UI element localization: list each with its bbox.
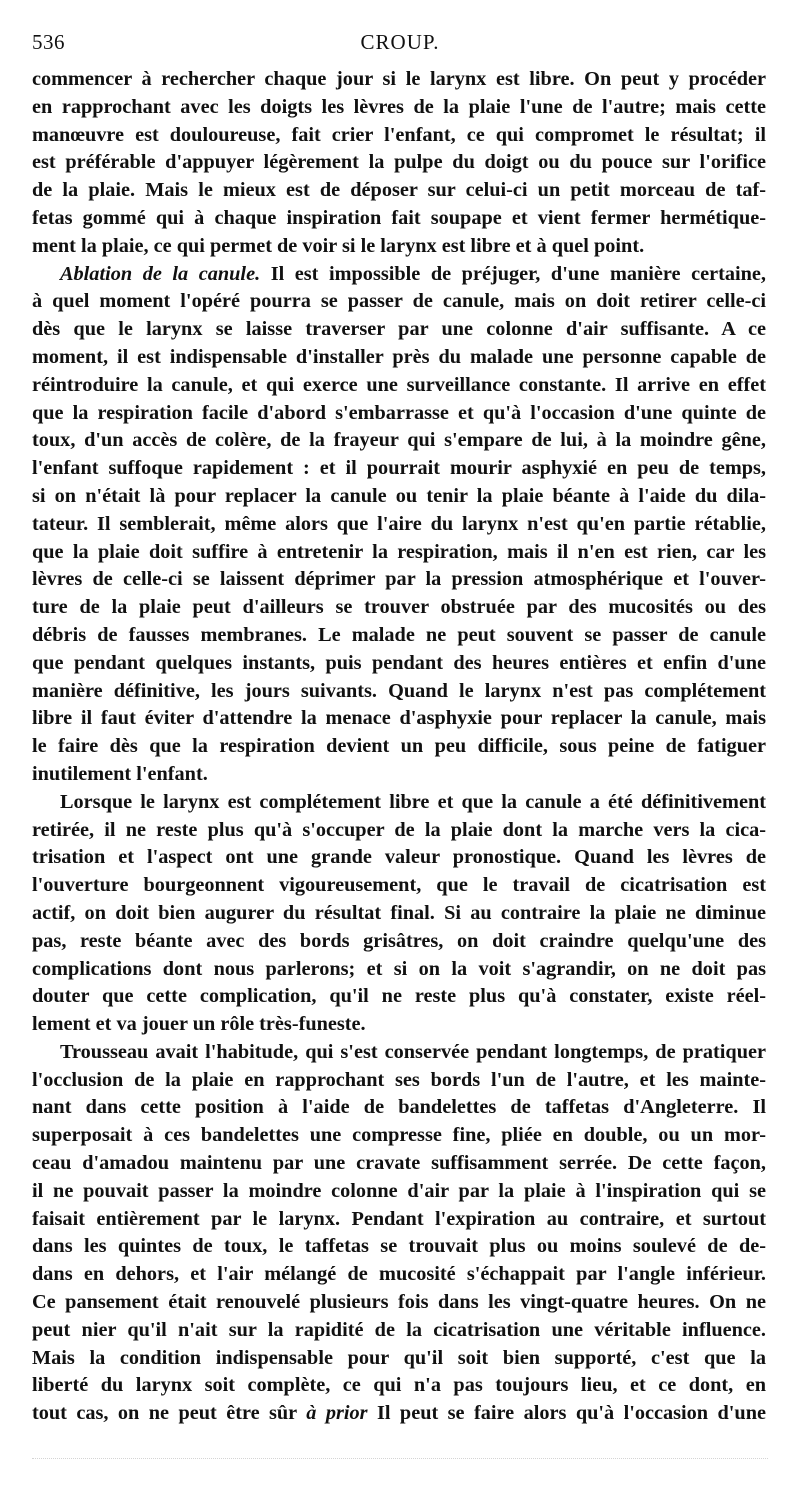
text-line: ture de la plaie peut d'ailleurs se trouver obstruée par des mucosités ou des: [32, 596, 766, 619]
text-line: lement et va jouer un rôle très-funeste.: [32, 1013, 366, 1036]
paragraph-4: [32, 1039, 766, 1428]
page-bottom-margin: [32, 1458, 768, 1467]
text-line: manœuvre est douloureuse, fait crier l'enfant, ce qui compromet le résultat; il: [32, 123, 766, 146]
text-line: de la plaie. Mais le mieux est de déposer sur celui-ci un petit morceau de taf-: [32, 179, 766, 202]
text-line: tateur. Il semblerait, même alors que l'aire du larynx n'est qu'en partie rétablie,: [32, 512, 766, 535]
text-line: libre il faut éviter d'attendre la menace d'asphyxie pour replacer la canule, mais: [32, 707, 766, 730]
text-line: actif, on doit bien augurer du résultat final. Si au contraire la plaie ne diminue: [32, 901, 766, 924]
text-line: que pendant quelques instants, puis pendant des heures entières et enfin d'une: [32, 651, 766, 674]
text-line: commencer à rechercher chaque jour si le larynx est libre. On peut y procéder: [32, 68, 766, 90]
text-line: Trousseau avait l'habitude, qui s'est conservée pendant longtemps, de pratiquer: [60, 1040, 766, 1063]
text-line: liberté du larynx soit complète, ce qui n'a pas toujours lieu, et ce dont, en: [32, 1374, 766, 1397]
paragraph-2: [32, 261, 766, 789]
body-text: [32, 66, 766, 1428]
text-line: en rapprochant avec les doigts les lèvres de la plaie l'une de l'autre; mais cette: [32, 95, 766, 118]
page-number: 536: [32, 30, 65, 54]
text-line: trisation et l'aspect ont une grande valeur pronostique. Quand les lèvres de: [32, 846, 766, 869]
text-line: réintroduire la canule, et qui exerce une surveillance constante. Il arrive en effet: [32, 373, 766, 396]
text-line: il ne pouvait passer la moindre colonne d'air par la plaie à l'inspiration qui se: [32, 1179, 766, 1202]
heading-line-rest: Il est impossible de préjuger, d'une manière certaine,: [260, 262, 766, 285]
text-line: moment, il est indispensable d'installer près du malade une personne capable de: [32, 345, 766, 368]
text-line: l'enfant suffoque rapidement : et il pourrait mourir asphyxié en peu de temps,: [32, 457, 766, 480]
text-line: faisait entièrement par le larynx. Pendant l'expiration au contraire, et surtout: [32, 1207, 766, 1230]
text-line: toux, d'un accès de colère, de la frayeur qui s'empare de lui, à la moindre gêne,: [32, 429, 766, 452]
text-line: complications dont nous parlerons; et si on la voit s'agrandir, on ne doit pas: [32, 957, 766, 980]
text-line: que la plaie doit suffire à entretenir la respiration, mais il n'en est rien, car les: [32, 540, 766, 563]
final-line-end: Il peut se faire alors qu'à l'occasion d'une: [367, 1402, 766, 1425]
section-heading: Ablation de la canule.: [60, 262, 261, 285]
paragraph-1: [32, 66, 766, 261]
text-line: ment la plaie, ce qui permet de voir si le larynx est libre et à quel point.: [32, 234, 645, 257]
paragraph-3: [32, 789, 766, 1039]
text-line: dans les quintes de toux, le taffetas se trouvait plus ou moins soulevé de de-: [32, 1235, 766, 1258]
text-line: à quel moment l'opéré pourra se passer de canule, mais on doit retirer celle-ci: [32, 290, 766, 313]
text-line: fetas gommé qui à chaque inspiration fait soupape et vient fermer hermétique-: [32, 206, 766, 229]
text-line: Ce pansement était renouvelé plusieurs fois dans les vingt-quatre heures. On ne: [32, 1291, 766, 1314]
text-line: ceau d'amadou maintenu par une cravate suffisamment serrée. De cette façon,: [32, 1152, 766, 1175]
text-line: dans en dehors, et l'air mélangé de mucosité s'échappait par l'angle inférieur.: [32, 1263, 766, 1286]
text-line: douter que cette complication, qu'il ne reste plus qu'à constater, existe réel-: [32, 985, 766, 1008]
text-line: que la respiration facile d'abord s'embarrasse et qu'à l'occasion d'une quinte de: [32, 401, 766, 424]
text-line: si on n'était là pour replacer la canule ou tenir la plaie béante à l'aide du dila-: [32, 484, 766, 507]
text-line: lèvres de celle-ci se laissent déprimer par la pression atmosphérique et l'ouver-: [32, 568, 766, 591]
text-line: dès que le larynx se laisse traverser par une colonne d'air suffisante. A ce: [32, 318, 766, 341]
latin-phrase: à prior: [306, 1402, 368, 1425]
text-line: Lorsque le larynx est complétement libre et que la canule a été définitivement: [60, 790, 766, 813]
text-line: l'occlusion de la plaie en rapprochant ses bords l'un de l'autre, et les mainte-: [32, 1068, 766, 1091]
final-line-start: tout cas, on ne peut être sûr: [32, 1402, 307, 1425]
text-line: nant dans cette position à l'aide de bandelettes de taffetas d'Angleterre. Il: [32, 1096, 766, 1119]
text-line: inutilement l'enfant.: [32, 762, 208, 785]
text-line: l'ouverture bourgeonnent vigoureusement, que le travail de cicatrisation est: [32, 874, 766, 897]
running-head: [32, 30, 768, 60]
text-line: superposait à ces bandelettes une compresse fine, pliée en double, ou un mor-: [32, 1124, 766, 1147]
text-line: [32, 261, 766, 289]
running-title: CROUP.: [360, 30, 440, 54]
text-line: pas, reste béante avec des bords grisâtres, on doit craindre quelqu'une des: [32, 929, 766, 952]
text-line: Mais la condition indispensable pour qu'il soit bien supporté, c'est que la: [32, 1346, 766, 1369]
text-line: retirée, il ne reste plus qu'à s'occuper de la plaie dont la marche vers la cica-: [32, 818, 766, 841]
text-line: débris de fausses membranes. Le malade ne peut souvent se passer de canule: [32, 623, 766, 646]
text-line: peut nier qu'il n'ait sur la rapidité de la cicatrisation une véritable influence.: [32, 1318, 766, 1341]
text-line: manière définitive, les jours suivants. Quand le larynx n'est pas complétement: [32, 679, 766, 702]
text-line: le faire dès que la respiration devient un peu difficile, sous peine de fatiguer: [32, 735, 766, 758]
text-line: [32, 1400, 766, 1428]
text-line: est préférable d'appuyer légèrement la pulpe du doigt ou du pouce sur l'orifice: [32, 151, 766, 174]
